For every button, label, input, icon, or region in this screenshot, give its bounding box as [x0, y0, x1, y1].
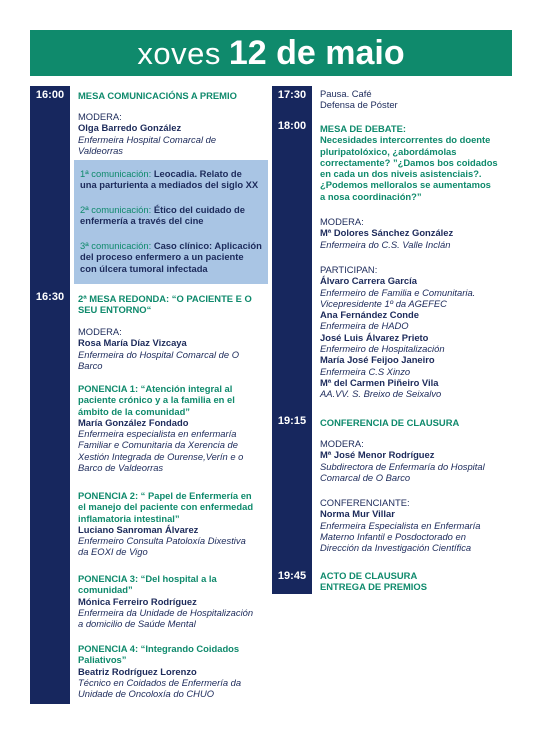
ponencia-1: PONENCIA 1: “Atención integral al paciente crónico y a la familia en el ámbito de la comunidad” María González Fondado Enfermeira especialista en enfermaría Familiar e Comunitaria da Xerencia de Xestión Integrada de Ourense,Verín e o Barco de Valdeorras [78, 383, 244, 474]
debate-moderator: MODERA: Mª Dolores Sánchez González Enfermeira do C.S. Valle Inclán [320, 216, 454, 250]
time-1800: 18:00 [277, 120, 307, 132]
time-1630: 16:30 [35, 291, 65, 303]
moderator-block-1 [78, 111, 270, 156]
left-time-bar [30, 86, 70, 704]
communication-2: 2ª comunicación: Ético del cuidado de enfermería a través del cine [80, 204, 245, 227]
debate-block: MESA DE DEBATE: Necesidades intercorrentes do doente pluripatolóxico, ¿abordámolas correctamente? ”¿Damos bos coidados en cada un dos niveis asistenciais?. ¿Podemos melloralos se aumentamos a nosa coordinación?” [320, 123, 498, 202]
moderator-block-2: MODERA: Rosa María Díaz Vizcaya Enfermeira do Hospital Comarcal de O Barco [78, 326, 240, 371]
right-column [320, 0, 520, 748]
moderator-role: Enfermeira Hospital Comarcal de [78, 133, 217, 145]
time-1730: 17:30 [277, 89, 307, 101]
communication-3: 3ª comunicación: Caso clínico: Aplicación del proceso enfermero a un paciente con úlcera tumoral infectada [80, 240, 262, 274]
communication-1: 1ª comunicación: Leocadia. Relato de una parturienta a mediados del siglo XX [80, 168, 259, 191]
time-1915: 19:15 [277, 415, 307, 427]
mesa-comunicacions-title: MESA COMUNICACIÓNS A PREMIO [78, 90, 237, 101]
communications-box [74, 160, 268, 284]
mesa-redonda-title: 2ª MESA REDONDA: “O PACIENTE E O SEU ENTORNO“ [78, 293, 252, 316]
acto-clausura: ACTO DE CLAUSURA ENTREGA DE PREMIOS [320, 570, 427, 593]
left-column [78, 0, 270, 748]
moderator-label: MODERA: [78, 111, 122, 122]
ponencia-2: PONENCIA 2: “ Papel de Enfermería en el manejo del paciente con enfermedad inflamatoria intestinal” Luciano Sanroman Álvarez Enfermeiro Consulta Patoloxía Dixestiva da EOXI de Vigo [78, 490, 254, 558]
ponencia-3: PONENCIA 3: “Del hospital a la comunidad” Mónica Ferreiro Rodríguez Enfermeira da Unidade de Hospitalización a domicilio de Saúde Mental [78, 573, 254, 630]
time-1945: 19:45 [277, 570, 307, 582]
clausura-title: CONFERENCIA DE CLAUSURA [320, 417, 460, 428]
ponencia-4: PONENCIA 4: “Integrando Coidados Paliativos” Beatriz Rodríguez Lorenzo Técnico en Coidados de Enfermería da Unidade de Oncoloxía do CHUO [78, 643, 242, 700]
right-time-bar [272, 86, 312, 594]
conferenciante-block: CONFERENCIANTE: Norma Mur Villar Enfermeira Especialista en Enfermaría Materno Infantil e Posdoctorado en Dirección da Investigación Científica [320, 497, 481, 554]
header-date: 12 de maio [228, 34, 405, 72]
clausura-moderator: MODERA: Mª José Menor Rodríguez Subdirectora de Enfermaría do Hospital Comarcal de O Barco [320, 438, 485, 483]
participants-block: PARTICIPAN: Álvaro Carrera García Enfermeiro de Familia e Comunitaria. Vicepresidente 1º da AGEFEC Ana Fernández Conde Enfermeira de HADO José Luis Álvarez Prieto Enfermeiro de Hospitalización María José Feijoo Janeiro Enfermeira C.S Xinzo Mª del Carmen Piñeiro Vila AA.VV. S. Breixo de Seixalvo [320, 264, 476, 400]
pausa-block: Pausa. Café Defensa de Póster [320, 88, 398, 111]
header-weekday: xoves [137, 36, 221, 71]
moderator-role: Valdeorras [78, 144, 123, 156]
moderator-name: Olga Barredo González [78, 122, 182, 134]
time-1600: 16:00 [35, 89, 65, 101]
